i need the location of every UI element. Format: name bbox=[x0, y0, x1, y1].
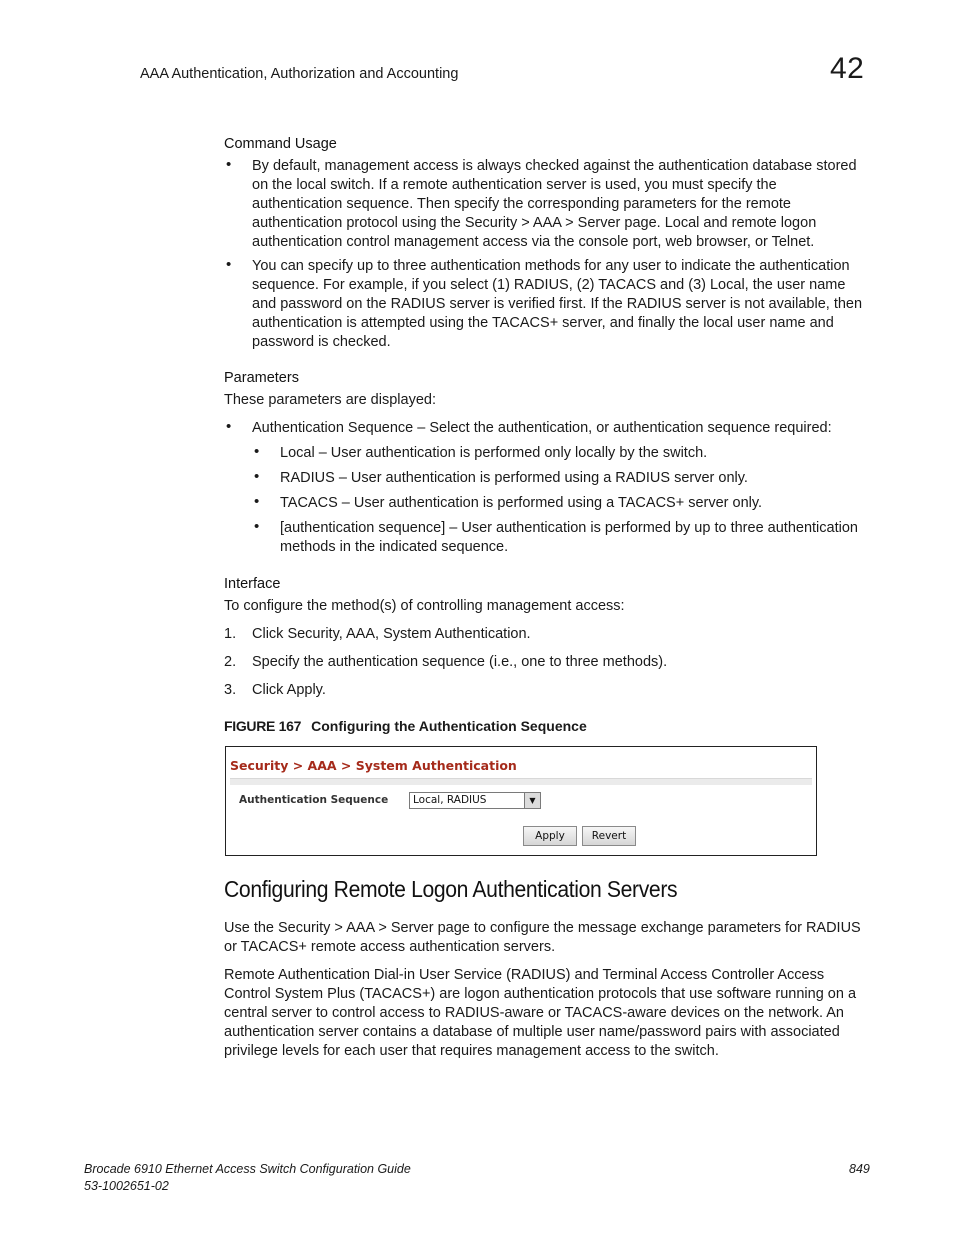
option-term: TACACS bbox=[280, 495, 338, 511]
chapter-title: AAA Authentication, Authorization and Accounting bbox=[140, 66, 459, 82]
figure-title: Configuring the Authentication Sequence bbox=[311, 718, 587, 734]
option-desc: – User authentication is performed only locally by the switch. bbox=[314, 445, 708, 461]
auth-sequence-select[interactable] bbox=[409, 792, 541, 809]
bullet-icon: • bbox=[226, 418, 232, 435]
interface-label: Interface bbox=[224, 576, 281, 592]
option-desc: [authentication sequence] – User authentication is performed by up to three authentication methods in the indicated sequence. bbox=[280, 520, 858, 555]
breadcrumb: Security > AAA > System Authentication bbox=[230, 758, 517, 773]
bullet-icon: • bbox=[226, 256, 232, 273]
bullet-icon: • bbox=[254, 493, 260, 510]
list-item bbox=[224, 625, 531, 644]
chapter-number: 42 bbox=[830, 52, 865, 85]
footer-doc-number: 53-1002651-02 bbox=[84, 1179, 169, 1193]
step-text: Click Security, AAA, System Authentication. bbox=[252, 626, 531, 642]
figure-caption bbox=[224, 718, 587, 734]
revert-button[interactable]: Revert bbox=[582, 826, 636, 846]
step-text: Click Apply. bbox=[252, 682, 326, 698]
bullet-icon: • bbox=[254, 443, 260, 460]
bullet-text: You can specify up to three authentication methods for any user to indicate the authentication sequence. For example, if you select (1) RADIUS, (2) TACACS and (3) Local, the user name and password on the RADIUS server is verified first. If the RADIUS server is not available, then authentication is attempted using the TACACS+ server, and finally the local user name and password is checked. bbox=[252, 258, 863, 350]
list-item bbox=[252, 469, 868, 488]
bullet-icon: • bbox=[254, 518, 260, 535]
param-desc: – Select the authentication, or authentication sequence required: bbox=[413, 420, 832, 436]
footer-doc-title: Brocade 6910 Ethernet Access Switch Configuration Guide bbox=[84, 1162, 411, 1176]
option-term: RADIUS bbox=[280, 470, 335, 486]
list-item bbox=[252, 519, 868, 557]
chevron-down-icon[interactable]: ▼ bbox=[524, 793, 540, 808]
figure-screenshot bbox=[225, 746, 817, 856]
auth-sequence-value: Local, RADIUS bbox=[413, 794, 487, 806]
list-item bbox=[224, 257, 868, 352]
step-number: 3. bbox=[224, 682, 237, 698]
step-number: 2. bbox=[224, 654, 237, 670]
page-number: 849 bbox=[849, 1162, 870, 1176]
list-item bbox=[252, 494, 868, 513]
section-paragraph: Remote Authentication Dial-in User Service (RADIUS) and Terminal Access Controller Access Control System Plus (TACACS+) are logon authentication protocols that use software running on a central server to control access to RADIUS-aware or TACACS-aware devices on the network. An authentication server contains a database of multiple user name/password pairs with associated privilege levels for each user that requires management access to the switch. bbox=[224, 967, 857, 1059]
apply-button[interactable]: Apply bbox=[523, 826, 577, 846]
section-paragraph: Use the Security > AAA > Server page to configure the message exchange parameters for RADIUS or TACACS+ remote access authentication servers. bbox=[224, 920, 861, 955]
param-term: Authentication Sequence bbox=[252, 420, 414, 436]
list-item bbox=[224, 419, 868, 438]
auth-sequence-label: Authentication Sequence bbox=[239, 794, 389, 806]
divider bbox=[230, 778, 812, 785]
option-desc: – User authentication is performed using a RADIUS server only. bbox=[334, 470, 748, 486]
section-heading: Configuring Remote Logon Authentication Servers bbox=[224, 876, 678, 902]
interface-intro: To configure the method(s) of controlling management access: bbox=[224, 598, 625, 614]
bullet-text: By default, management access is always checked against the authentication database stored on the local switch. If a remote authentication server is used, you must specify the authentication sequence. Then specify the corresponding parameters for the remote authentication protocol using the Security > AAA > Server page. Local and remote logon authentication control management access via the console port, web browser, or Telnet. bbox=[252, 158, 857, 250]
list-item bbox=[224, 681, 326, 700]
list-item bbox=[224, 157, 868, 252]
figure-label: FIGURE 167 bbox=[224, 718, 302, 734]
command-usage-label: Command Usage bbox=[224, 136, 337, 152]
option-term: Local bbox=[280, 445, 315, 461]
step-number: 1. bbox=[224, 626, 237, 642]
list-item bbox=[224, 653, 667, 672]
bullet-icon: • bbox=[254, 468, 260, 485]
step-text: Specify the authentication sequence (i.e., one to three methods). bbox=[252, 654, 668, 670]
parameters-intro: These parameters are displayed: bbox=[224, 392, 436, 408]
list-item bbox=[252, 444, 868, 463]
bullet-icon: • bbox=[226, 156, 232, 173]
parameters-label: Parameters bbox=[224, 370, 299, 386]
option-desc: – User authentication is performed using a TACACS+ server only. bbox=[337, 495, 763, 511]
